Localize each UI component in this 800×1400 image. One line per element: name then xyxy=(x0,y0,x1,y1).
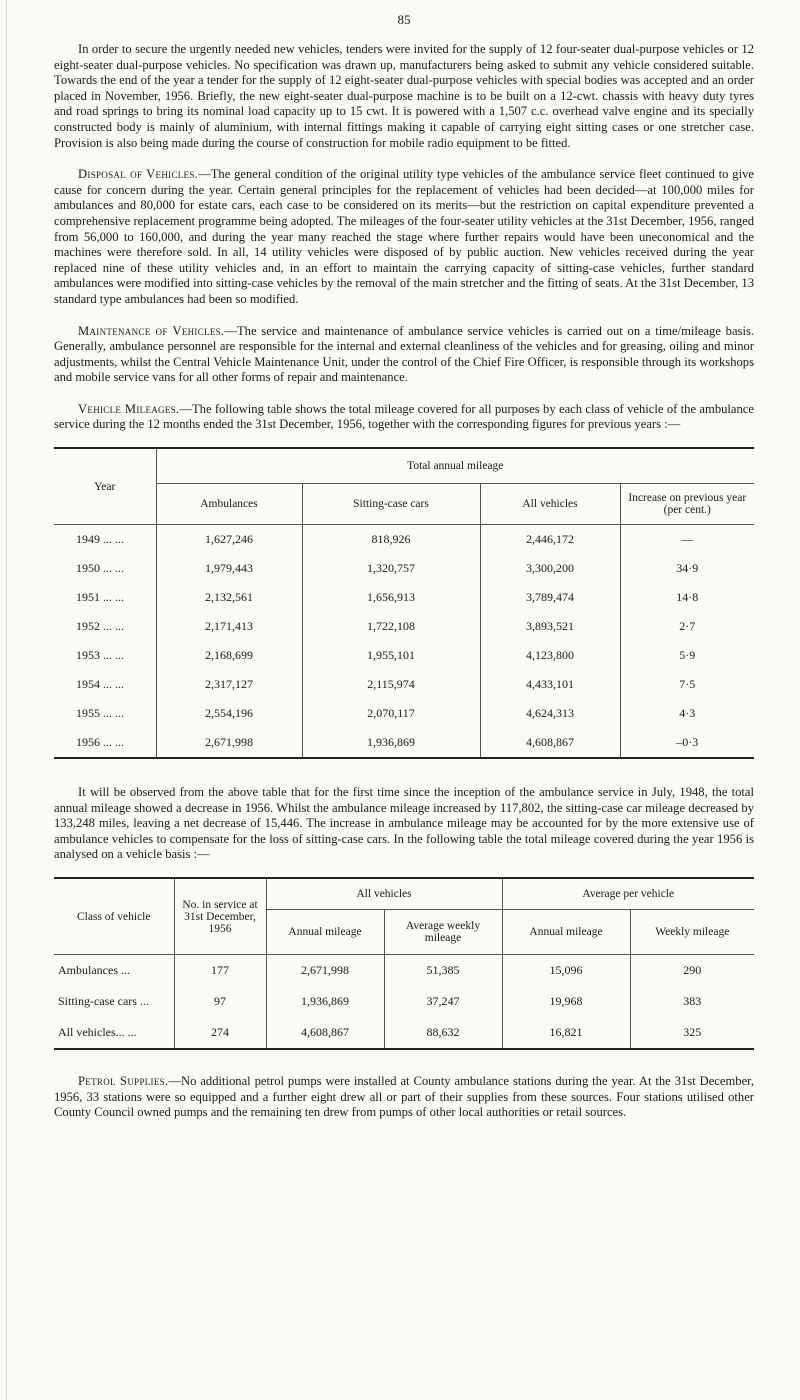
cell-increase: 2·7 xyxy=(679,619,696,634)
header-avg-annual-mileage: Annual mileage xyxy=(502,910,630,955)
cell-number: 274 xyxy=(174,1017,266,1049)
cell-year: 1955 ... ... xyxy=(54,699,156,728)
table-row xyxy=(54,641,754,670)
cell-year: 1954 ... ... xyxy=(54,670,156,699)
header-increase: Increase on previous year (per cent.) xyxy=(620,484,754,525)
paragraph-observation: It will be observed from the above table that for the first time since the inception of the ambulance service in July, 1948, the total annual mileage showed a decrease in 1956. Whilst the ambulance mileage increased by 117,802, the sitting-case car mileage decreased by 133,248 miles, leaving a net decrease of 15,446. The increase in ambulance mileage may be accounted for by the more extensive use of ambulance vehicles to compensate for the loss of sitting-case cars. In the following table the total mileage covered during the year 1956 is analysed on a vehicle basis :— xyxy=(54,785,754,862)
cell-increase: 4·3 xyxy=(679,706,696,721)
table-row xyxy=(54,699,754,728)
cell-year: 1953 ... ... xyxy=(54,641,156,670)
cell-year: 1952 ... ... xyxy=(54,612,156,641)
cell-all-vehicles: 3,893,521 xyxy=(480,612,620,641)
cell-sitting-case: 2,115,974 xyxy=(302,670,480,699)
cell-all-vehicles: 3,789,474 xyxy=(480,583,620,612)
cell-ambulances: 2,317,127 xyxy=(156,670,302,699)
cell-all-vehicles: 4,624,313 xyxy=(480,699,620,728)
cell-all-vehicles: 4,123,800 xyxy=(480,641,620,670)
table-row xyxy=(54,1017,754,1049)
page-margin-line xyxy=(6,0,7,1400)
cell-class: All vehicles... ... xyxy=(54,1017,174,1049)
heading-petrol: Petrol Supplies. xyxy=(78,1074,169,1089)
paragraph-maintenance xyxy=(54,324,754,386)
cell-sitting-case: 818,926 xyxy=(302,525,480,555)
paragraph-petrol xyxy=(54,1074,754,1121)
paragraph-petrol-text: —No additional petrol pumps were installed at County ambulance stations during the year. At the 31st December, 1956, 33 stations were so equipped and a further eight drew all or part of their supplies from these sources. Four stations utilised other County Council owned pumps and the remaining ten drew from pumps of other local authorities or retail sources. xyxy=(54,1074,755,1120)
cell-ambulances: 2,168,699 xyxy=(156,641,302,670)
paragraph-mileages-text: —The following table shows the total mileage covered for all purposes by each class of vehicle of the ambulance service during the 12 months ended the 31st December, 1956, together with the corresponding figures for previous years :— xyxy=(54,401,754,432)
table-row xyxy=(54,986,754,1017)
heading-disposal: Disposal of Vehicles. xyxy=(78,167,199,182)
cell-increase: 5·9 xyxy=(679,648,696,663)
cell-increase: — xyxy=(681,532,694,547)
cell-annual: 4,608,867 xyxy=(266,1017,384,1049)
cell-year: 1951 ... ... xyxy=(54,583,156,612)
cell-all-vehicles: 2,446,172 xyxy=(480,525,620,555)
cell-avg-weekly: 325 xyxy=(683,1025,702,1040)
header-average-weekly-mileage: Average weekly mileage xyxy=(384,910,502,955)
cell-sitting-case: 1,936,869 xyxy=(302,728,480,758)
cell-year: 1949 ... ... xyxy=(54,525,156,555)
document-page xyxy=(54,12,754,1137)
header-average-per-vehicle: Average per vehicle xyxy=(502,878,754,910)
cell-sitting-case: 1,722,108 xyxy=(302,612,480,641)
table-row xyxy=(54,583,754,612)
header-ambulances: Ambulances xyxy=(156,484,302,525)
cell-year: 1950 ... ... xyxy=(54,554,156,583)
paragraph-new-vehicles: In order to secure the urgently needed new vehicles, tenders were invited for the supply of 12 four-seater dual-purpose vehicles or 12 eight-seater dual-purpose vehicles. No specification was drawn up, manufacturers being asked to submit any vehicle considered suitable. Towards the end of the year a tender for the supply of 12 eight-seater dual-purpose vehicles with special bodies was accepted and an order placed in November, 1956. Briefly, the new eight-seater dual-purpose machine is to be built on a 12-cwt. chassis with heavy duty tyres and road springs to bring its nominal load capacity up to 15 cwt. It is powered with a 1,507 c.c. overhead valve engine and its specially constructed body is mainly of aluminium, with internal fittings making it capable of carrying eight sitting cases or one stretcher case. Provision is also being made during the course of construction for mobile radio equipment to be fitted. xyxy=(54,42,754,150)
cell-weekly: 51,385 xyxy=(384,955,502,987)
header-sitting-case-cars: Sitting-case cars xyxy=(302,484,480,525)
cell-weekly: 37,247 xyxy=(384,986,502,1017)
cell-annual: 1,936,869 xyxy=(266,986,384,1017)
cell-ambulances: 2,132,561 xyxy=(156,583,302,612)
header-total-annual-mileage: Total annual mileage xyxy=(156,448,754,484)
header-weekly-mileage: Weekly mileage xyxy=(630,910,754,955)
cell-sitting-case: 1,955,101 xyxy=(302,641,480,670)
page-number: 85 xyxy=(397,12,411,27)
cell-ambulances: 2,671,998 xyxy=(156,728,302,758)
table-row xyxy=(54,525,754,555)
header-class: Class of vehicle xyxy=(54,878,174,955)
table-row xyxy=(54,728,754,758)
cell-ambulances: 1,627,246 xyxy=(156,525,302,555)
table-row xyxy=(54,670,754,699)
header-all-vehicles-group: All vehicles xyxy=(266,878,502,910)
heading-mileages: Vehicle Mileages. xyxy=(78,401,180,416)
header-number-in-service: No. in service at 31st December, 1956 xyxy=(174,878,266,955)
cell-class: Sitting-case cars ... xyxy=(54,986,174,1017)
vehicle-basis-table xyxy=(54,877,754,1050)
cell-all-vehicles: 4,433,101 xyxy=(480,670,620,699)
cell-avg-annual: 16,821 xyxy=(502,1017,630,1049)
header-annual-mileage: Annual mileage xyxy=(266,910,384,955)
header-all-vehicles: All vehicles xyxy=(480,484,620,525)
cell-increase: 14·8 xyxy=(676,590,699,605)
heading-maintenance: Maintenance of Vehicles. xyxy=(78,323,225,338)
paragraph-disposal-text: —The general condition of the original utility type vehicles of the ambulance service fleet continued to give cause for concern during the year. Certain general principles for the replacement of vehicles had been decided—at 100,000 miles for ambulances and 80,000 for estate cars, each case to be considered on its merits—but the restriction on capital expenditure prevented a comprehensive replacement programme being adopted. The mileages of the four-seater utility vehicles at the 31st December, 1956, ranged from 56,000 to 160,000, and during the year many reached the stage where further repairs would have been uneconomical and the machines were therefore sold. In all, 14 utility vehicles were disposed of by public auction. New vehicles received during the year replaced nine of these utility vehicles and, in an effort to maintain the carrying capacity of sitting-case vehicles, further standard ambulances were modified into sitting-case vehicles by the removal of the main stretcher and the fitting of seats. At the 31st December, 13 standard type ambulances had been so modified. xyxy=(54,167,754,306)
cell-ambulances: 1,979,443 xyxy=(156,554,302,583)
mileage-table xyxy=(54,447,754,759)
header-year: Year xyxy=(54,448,156,525)
cell-sitting-case: 1,320,757 xyxy=(302,554,480,583)
cell-increase: 7·5 xyxy=(679,677,696,692)
cell-year: 1956 ... ... xyxy=(54,728,156,758)
cell-annual: 2,671,998 xyxy=(266,955,384,987)
cell-sitting-case: 2,070,117 xyxy=(302,699,480,728)
cell-number: 97 xyxy=(174,986,266,1017)
cell-avg-weekly: 290 xyxy=(683,963,702,978)
cell-ambulances: 2,171,413 xyxy=(156,612,302,641)
cell-sitting-case: 1,656,913 xyxy=(302,583,480,612)
cell-all-vehicles: 3,300,200 xyxy=(480,554,620,583)
paragraph-maintenance-text: —The service and maintenance of ambulance service vehicles is carried out on a time/mileage basis. Generally, ambulance personnel are responsible for the internal and external cleanliness of the vehicles and for greasing, oiling and minor adjustments, whilst the Central Vehicle Maintenance Unit, under the control of the Chief Fire Officer, is responsible through its workshops and mobile service vans for all other forms of repair and maintenance. xyxy=(54,323,755,385)
table-row xyxy=(54,554,754,583)
paragraph-mileages xyxy=(54,402,754,433)
paragraph-disposal xyxy=(54,167,754,307)
cell-number: 177 xyxy=(174,955,266,987)
cell-increase: 34·9 xyxy=(676,561,699,576)
cell-avg-weekly: 383 xyxy=(683,994,702,1009)
cell-avg-annual: 19,968 xyxy=(502,986,630,1017)
cell-all-vehicles: 4,608,867 xyxy=(480,728,620,758)
cell-weekly: 88,632 xyxy=(384,1017,502,1049)
cell-ambulances: 2,554,196 xyxy=(156,699,302,728)
cell-class: Ambulances ... xyxy=(54,955,174,987)
cell-increase: –0·3 xyxy=(676,735,699,750)
table-row xyxy=(54,612,754,641)
cell-avg-annual: 15,096 xyxy=(502,955,630,987)
table-row xyxy=(54,955,754,987)
